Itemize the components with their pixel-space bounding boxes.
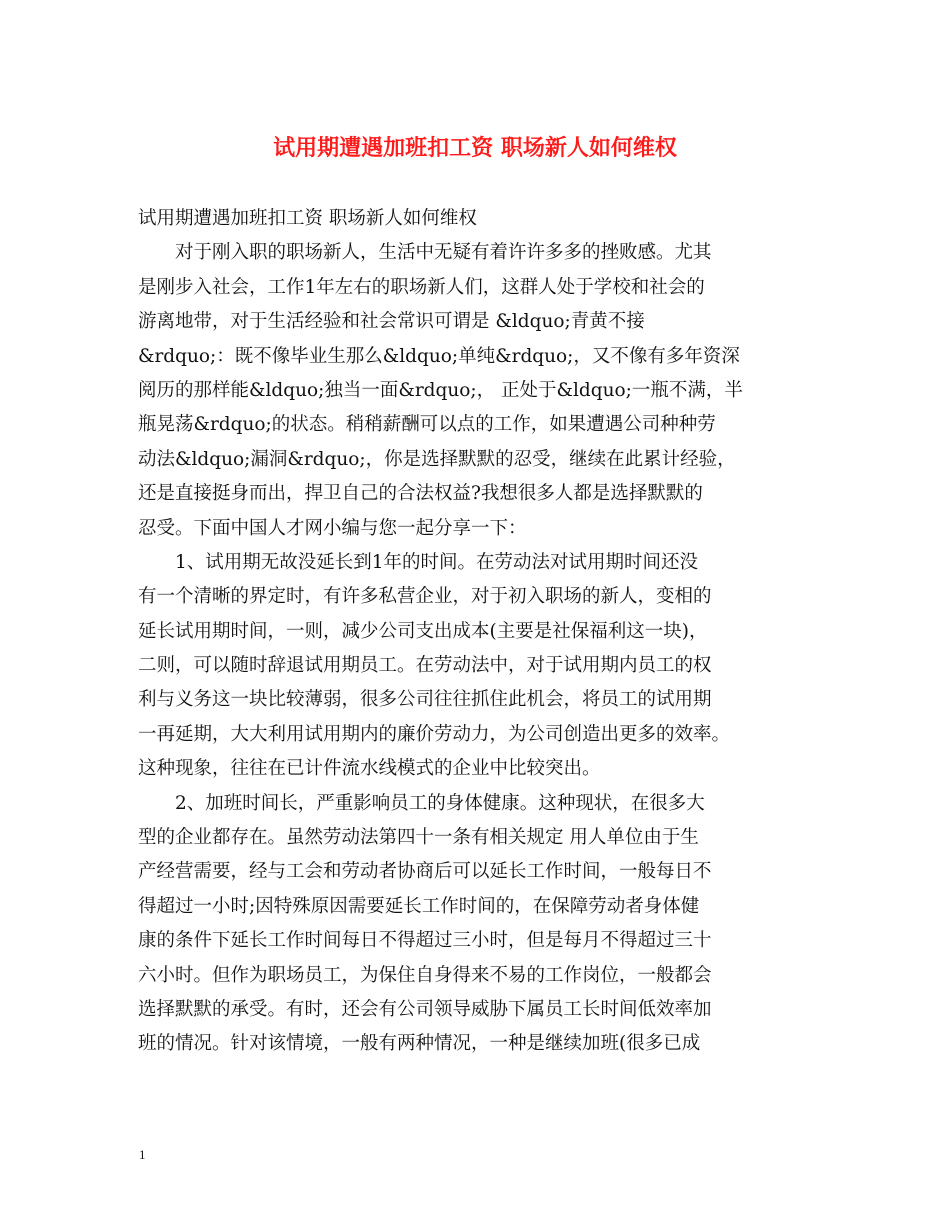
body-line: 还是直接挺身而出，捍卫自己的合法权益?我想很多人都是选择默默的 [138, 483, 703, 505]
body-line: 选择默默的承受。有时，还会有公司领导威胁下属员工长时间低效率加 [138, 998, 712, 1020]
page-number: 1 [139, 1147, 146, 1162]
body-line: 得超过一小时;因特殊原因需要延长工作时间的，在保障劳动者身体健 [138, 895, 700, 917]
body-line: 产经营需要，经与工会和劳动者协商后可以延长工作时间，一般每日不 [138, 861, 712, 883]
body-line: 班的情况。针对该情境，一般有两种情况，一种是继续加班(很多已成 [138, 1033, 701, 1055]
document-body [138, 202, 810, 1062]
body-line: 六小时。但作为职场员工，为保住自身得来不易的工作岗位，一般都会 [138, 964, 712, 986]
body-line: 2、加班时间长，严重影响员工的身体健康。这种现状，在很多大 [138, 792, 705, 814]
body-line: 瓶晃荡&rdquo;的状态。稍稍薪酬可以点的工作，如果遭遇公司种种劳 [138, 414, 716, 436]
body-line: &rdquo;：既不像毕业生那么&ldquo;单纯&rdquo;，又不像有多年资深 [138, 345, 740, 367]
body-line: 利与义务这一块比较薄弱，很多公司往往抓住此机会，将员工的试用期 [138, 689, 712, 711]
body-line: 试用期遭遇加班扣工资 职场新人如何维权 [138, 208, 477, 229]
body-line: 延长试用期时间，一则，减少公司支出成本(主要是社保福利这一块)， [138, 620, 708, 642]
body-line: 游离地带，对于生活经验和社会常识可谓是 &ldquo;青黄不接 [138, 311, 645, 333]
body-line: 对于刚入职的职场新人，生活中无疑有着许许多多的挫败感。尤其 [138, 242, 712, 264]
body-line: 一再延期，大大利用试用期内的廉价劳动力，为公司创造出更多的效率。 [138, 723, 731, 745]
body-line: 阅历的那样能&ldquo;独当一面&rdquo;， 正处于&ldquo;一瓶不满，半 [138, 379, 743, 401]
body-line: 是刚步入社会，工作1年左右的职场新人们，这群人处于学校和社会的 [138, 276, 705, 298]
body-line: 这种现象，往往在已计件流水线模式的企业中比较突出。 [138, 758, 601, 780]
body-line: 1、试用期无故没延长到1年的时间。在劳动法对试用期时间还没 [138, 551, 699, 573]
body-line: 动法&ldquo;漏洞&rdquo;，你是选择默默的忍受，继续在此累计经验， [138, 448, 736, 470]
body-line: 二则，可以随时辞退试用期员工。在劳动法中，对于试用期内员工的权 [138, 655, 712, 677]
body-line: 康的条件下延长工作时间每日不得超过三小时，但是每月不得超过三十 [138, 930, 712, 952]
body-line: 有一个清晰的界定时，有许多私营企业，对于初入职场的新人，变相的 [138, 586, 712, 608]
document-title: 试用期遭遇加班扣工资 职场新人如何维权 [273, 135, 677, 161]
body-line: 型的企业都存在。虽然劳动法第四十一条有相关规定 用人单位由于生 [138, 827, 699, 849]
body-line: 忍受。下面中国人才网小编与您一起分享一下： [138, 517, 527, 539]
